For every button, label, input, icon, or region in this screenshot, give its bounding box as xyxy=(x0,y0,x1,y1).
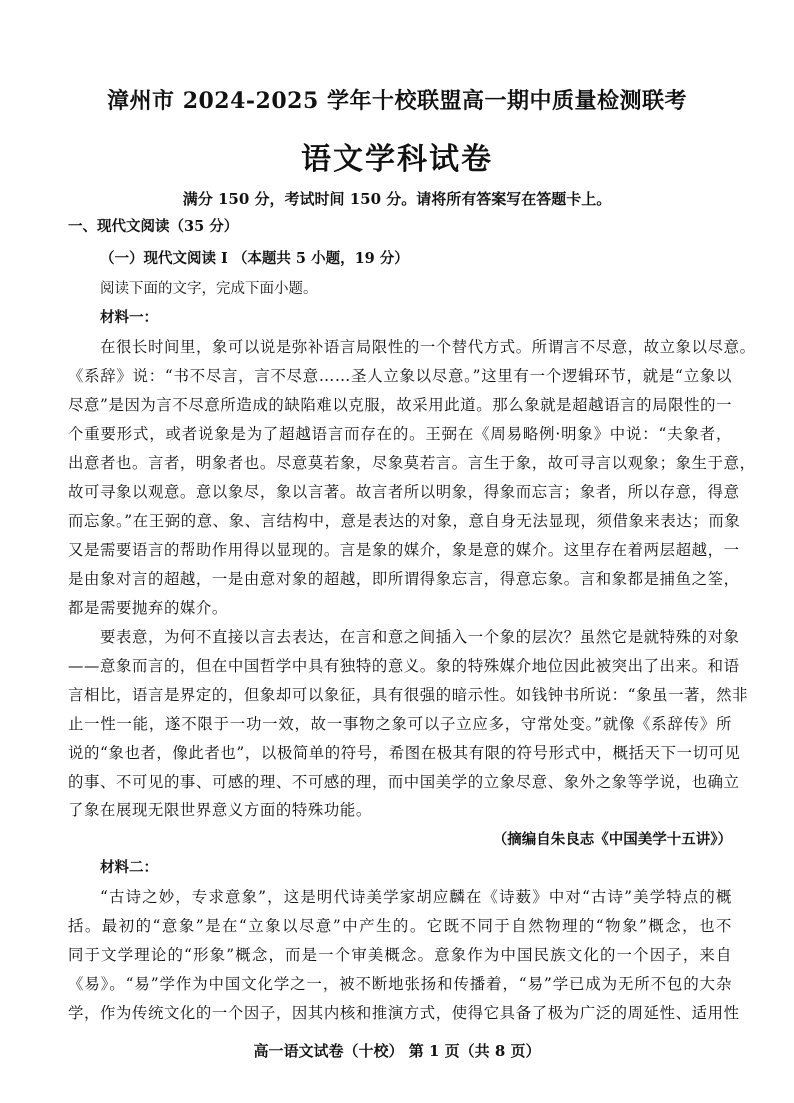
material1-text-line: 尽意”是因为言不尽意所造成的缺陷难以克服，故采用此道。那么象就是超越语言的局限性的一 xyxy=(68,396,733,414)
material1-text-line: 《系辞》说：“书不尽言，言不尽意……圣人立象以尽意。”这里有一个逻辑环节，就是“立象以 xyxy=(68,367,732,385)
subsection-heading: （一）现代文阅读 I （本题共 5 小题，19 分） xyxy=(100,250,409,267)
material1-text-line: 故可寻象以观意。意以象尽，象以言著。故言者所以明象，得象而忘言；象者，所以存意，得意 xyxy=(68,483,740,501)
section-heading: 一、现代文阅读（35 分） xyxy=(68,218,239,235)
material1-source: （摘编自朱良志《中国美学十五讲》） xyxy=(492,831,732,848)
material1-text-line: 个重要形式，或者说象是为了超越语言而存在的。王弼在《周易略例·明象》中说：“夫象者， xyxy=(68,425,732,443)
material2-text-line: “古诗之妙，专求意象”，这是明代诗美学家胡应麟在《诗薮》中对“古诗”美学特点的概 xyxy=(100,888,732,906)
material1-label: 材料一： xyxy=(100,309,158,326)
material1-text-line: 是由象对言的超越，一是由意对象的超越，即所谓得象忘言，得意忘象。言和象都是捕鱼之筌， xyxy=(68,570,740,588)
subject-title: 语文学科试卷 xyxy=(301,142,493,177)
material1-text-line: 说的“象也者，像此者也”，以极简单的符号，希图在极其有限的符号形式中，概括天下一切可见 xyxy=(68,744,741,762)
page-footer: 高一语文试卷（十校） 第 1 页（共 8 页） xyxy=(253,1042,541,1060)
material1-text-line: 止一性一能，遂不限于一功一效，故一事物之象可以子立应多，守常处变。”就像《系辞传》所 xyxy=(68,715,732,733)
material1-text-line: 了象在展现无限世界意义方面的特殊功能。 xyxy=(68,801,372,819)
material1-text-line: 要表意，为何不直接以言去表达，在言和意之间插入一个象的层次？虽然它是就特殊的对象 xyxy=(100,628,740,646)
exam-header-title: 漳州市 2024-2025 学年十校联盟高一期中质量检测联考 xyxy=(107,88,687,114)
material2-text-line: 同于文学理论的“形象”概念，而是一个审美概念。意象作为中国民族文化的一个因子，来自 xyxy=(68,946,732,964)
material1-text-line: ——意象而言的，但在中国哲学中具有独特的意义。象的特殊媒介地位因此被突出了出来。和语 xyxy=(68,657,740,675)
material2-text-line: 学，作为传统文化的一个因子，因其内核和推演方式，使得它具备了极为广泛的周延性、适用性 xyxy=(68,1004,740,1022)
material1-text-line: 在很长时间里，象可以说是弥补语言局限性的一个替代方式。所谓言不尽意，故立象以尽意。 xyxy=(100,338,756,356)
material2-text-line: 《易》。“易”学作为中国文化学之一，被不断地张扬和传播着，“易”学已成为无所不包的大杂 xyxy=(68,975,732,993)
reading-instruction: 阅读下面的文字，完成下面小题。 xyxy=(100,281,318,297)
material1-text-line: 言相比，语言是界定的，但象却可以象征，具有很强的暗示性。如钱钟书所说：“象虽一著，然非 xyxy=(68,686,749,704)
material1-text-line: 而忘象。”在王弼的意、象、言结构中，意是表达的对象，意自身无法显现，须借象来表达；而象 xyxy=(68,512,741,530)
material2-label: 材料二： xyxy=(100,859,158,876)
material1-text-line: 出意者也。言者，明象者也。尽意莫若象，尽象莫若言。言生于象，故可寻言以观象；象生于意， xyxy=(68,454,756,472)
material2-text-line: 括。最初的“意象”是在“立象以尽意”中产生的。它既不同于自然物理的“物象”概念，也不 xyxy=(68,917,732,935)
material1-text-line: 都是需要抛弃的媒介。 xyxy=(68,599,228,617)
material1-text-line: 又是需要语言的帮助作用得以显现的。言是象的媒介，象是意的媒介。这里存在着两层超越，一 xyxy=(68,541,740,559)
exam-info: 满分 150 分，考试时间 150 分。请将所有答案写在答题卡上。 xyxy=(182,190,612,208)
material1-text-line: 的事、不可见的事、可感的理、不可感的理，而中国美学的立象尽意、象外之象等学说，也确立 xyxy=(68,773,740,791)
